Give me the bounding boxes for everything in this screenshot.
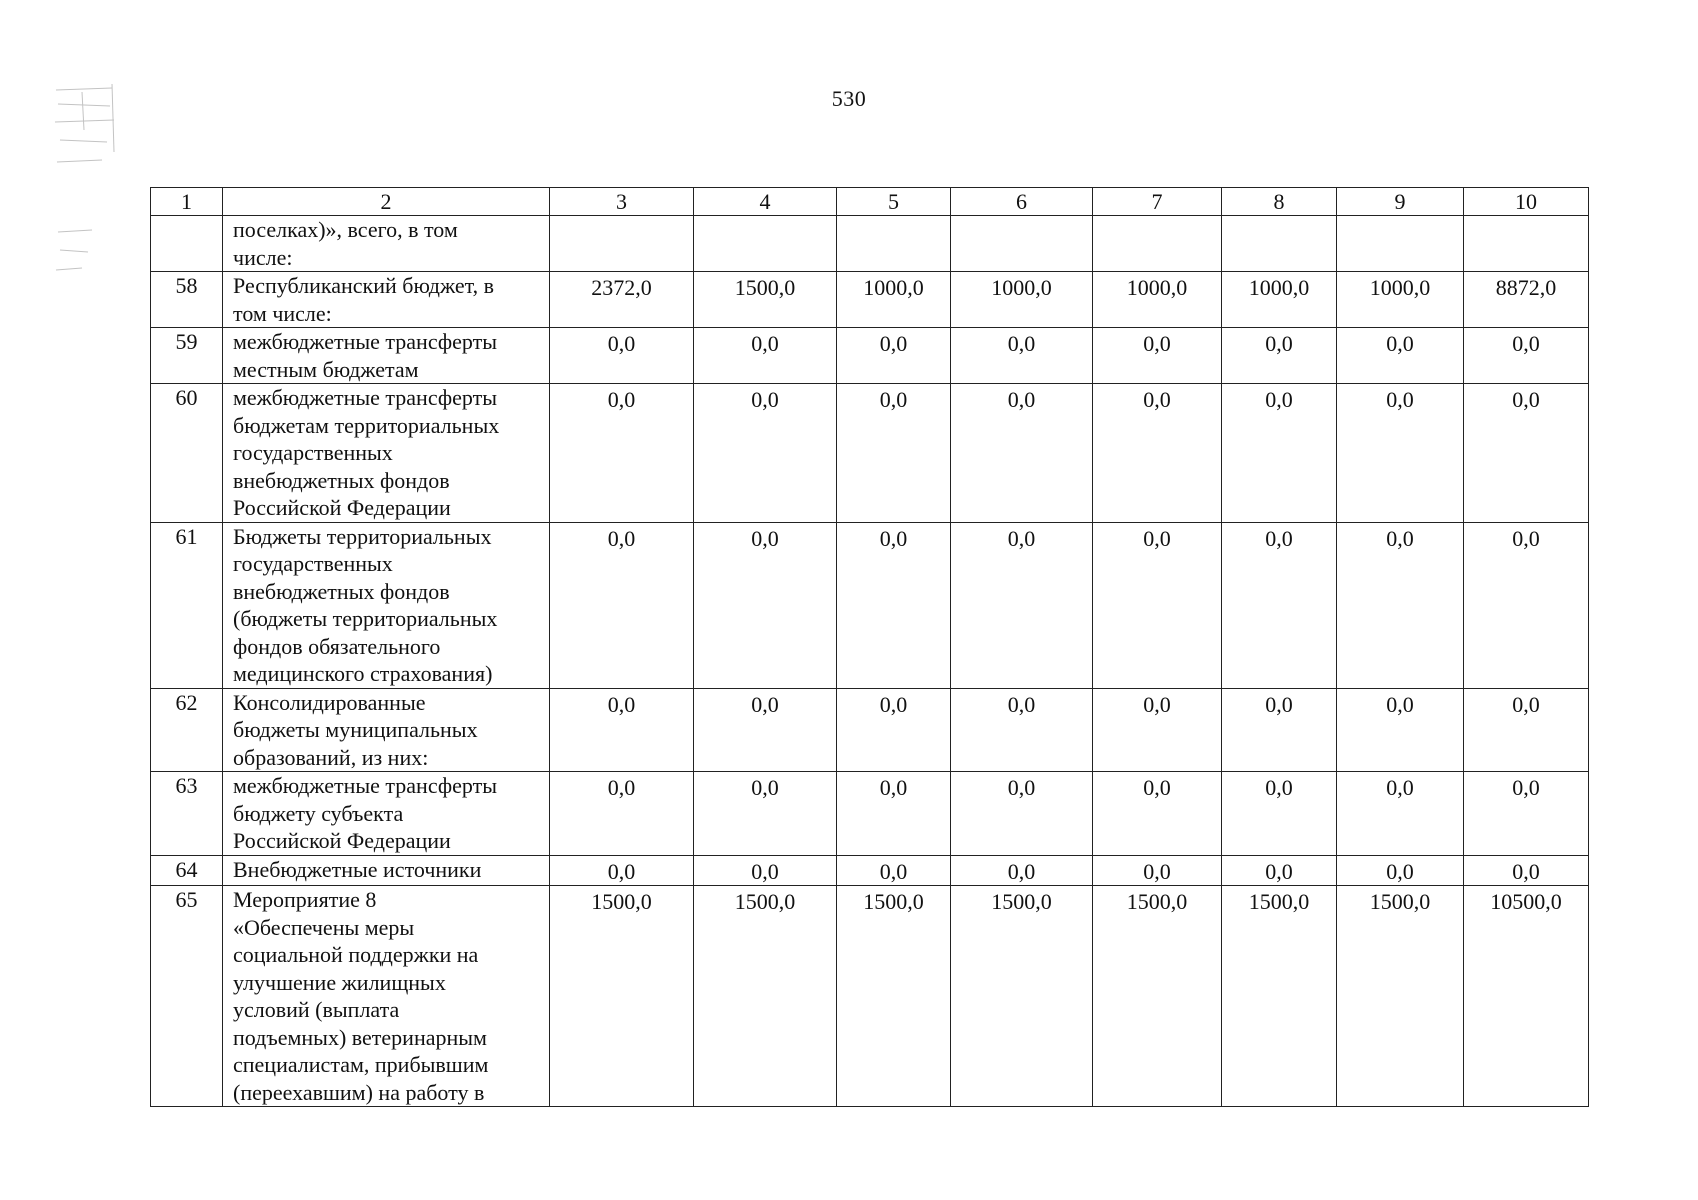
value-cell	[837, 216, 951, 272]
value-cell	[1464, 216, 1589, 272]
row-label-line: условий (выплата	[233, 997, 400, 1022]
row-number: 58	[151, 272, 223, 328]
row-label-line: социальной поддержки на	[233, 942, 479, 967]
table-row	[151, 522, 1589, 688]
row-number: 60	[151, 384, 223, 523]
value-cell: 0,0	[694, 855, 837, 886]
value-cell: 10500,0	[1464, 886, 1589, 1107]
value-cell: 1500,0	[550, 886, 694, 1107]
value-cell: 0,0	[951, 522, 1093, 688]
value-cell: 1000,0	[837, 272, 951, 328]
row-number: 62	[151, 688, 223, 772]
value-cell: 0,0	[1337, 855, 1464, 886]
column-header: 3	[550, 188, 694, 216]
column-header: 9	[1337, 188, 1464, 216]
table-row	[151, 272, 1589, 328]
value-cell: 1500,0	[837, 886, 951, 1107]
value-cell	[951, 216, 1093, 272]
value-cell: 0,0	[1464, 328, 1589, 384]
value-cell: 0,0	[1464, 384, 1589, 523]
row-number: 63	[151, 772, 223, 856]
value-cell: 0,0	[550, 328, 694, 384]
value-cell: 0,0	[1464, 688, 1589, 772]
value-cell: 0,0	[694, 772, 837, 856]
row-label-line: фондов обязательного	[233, 633, 441, 659]
value-cell: 1500,0	[1222, 886, 1337, 1107]
value-cell: 0,0	[1337, 384, 1464, 523]
value-cell: 0,0	[1464, 772, 1589, 856]
value-cell	[1093, 216, 1222, 272]
row-label-line: бюджеты муниципальных	[233, 717, 478, 742]
budget-table	[150, 187, 1589, 1107]
row-label-line: Республиканский бюджет, в	[233, 273, 495, 298]
value-cell: 1500,0	[1337, 886, 1464, 1107]
column-header: 10	[1464, 188, 1589, 216]
row-label-line: государственных	[233, 440, 393, 465]
table-row	[151, 328, 1589, 384]
row-label-line: Внебюджетные источники	[233, 856, 482, 882]
row-label	[223, 855, 550, 886]
row-number	[151, 216, 223, 272]
row-label-line: межбюджетные трансферты	[233, 385, 497, 410]
row-label-line: межбюджетные трансферты	[233, 773, 497, 798]
value-cell: 0,0	[1093, 384, 1222, 523]
row-label-line: образований, из них:	[233, 744, 429, 770]
table-row	[151, 855, 1589, 886]
row-label-line: (переехавшим) на работу в	[233, 1079, 485, 1105]
row-label-line: бюджету субъекта	[233, 800, 404, 826]
row-label-line: местным бюджетам	[233, 356, 419, 382]
row-number: 64	[151, 855, 223, 886]
value-cell	[1222, 216, 1337, 272]
value-cell: 1500,0	[951, 886, 1093, 1107]
column-header: 8	[1222, 188, 1337, 216]
row-label-line: бюджетам территориальных	[233, 412, 500, 438]
value-cell: 0,0	[1093, 522, 1222, 688]
value-cell: 0,0	[1222, 328, 1337, 384]
value-cell: 2372,0	[550, 272, 694, 328]
row-label-line: подъемных) ветеринарным	[233, 1024, 487, 1050]
value-cell: 0,0	[1093, 328, 1222, 384]
column-header: 2	[223, 188, 550, 216]
row-label-line: «Обеспечены меры	[233, 914, 415, 940]
value-cell: 0,0	[1337, 328, 1464, 384]
row-label	[223, 216, 550, 272]
value-cell: 1000,0	[1337, 272, 1464, 328]
table-row	[151, 216, 1589, 272]
column-header: 1	[151, 188, 223, 216]
row-label	[223, 522, 550, 688]
value-cell: 0,0	[837, 328, 951, 384]
row-label	[223, 772, 550, 856]
value-cell: 0,0	[1337, 522, 1464, 688]
page-number: 530	[831, 86, 867, 111]
value-cell: 0,0	[550, 688, 694, 772]
value-cell: 0,0	[1222, 522, 1337, 688]
row-label-line: внебюджетных фондов	[233, 467, 450, 493]
row-label-line: государственных	[233, 551, 393, 576]
value-cell: 0,0	[694, 522, 837, 688]
row-label-line: поселках)», всего, в том	[233, 217, 458, 242]
column-header: 7	[1093, 188, 1222, 216]
value-cell: 0,0	[550, 522, 694, 688]
value-cell: 1500,0	[1093, 886, 1222, 1107]
value-cell: 1000,0	[1093, 272, 1222, 328]
value-cell: 0,0	[951, 384, 1093, 523]
value-cell: 0,0	[550, 384, 694, 523]
value-cell: 0,0	[1337, 772, 1464, 856]
value-cell: 0,0	[1337, 688, 1464, 772]
value-cell: 0,0	[837, 855, 951, 886]
row-number: 59	[151, 328, 223, 384]
row-label-line: (бюджеты территориальных	[233, 606, 498, 631]
value-cell: 0,0	[1222, 855, 1337, 886]
value-cell	[1337, 216, 1464, 272]
value-cell: 0,0	[951, 688, 1093, 772]
table-row	[151, 886, 1589, 1107]
value-cell: 0,0	[951, 772, 1093, 856]
table-row	[151, 772, 1589, 856]
row-label-line: внебюджетных фондов	[233, 578, 450, 604]
value-cell: 0,0	[1464, 522, 1589, 688]
row-label-line: Мероприятие 8	[233, 887, 377, 912]
row-label-line: Консолидированные	[233, 689, 426, 715]
row-number: 61	[151, 522, 223, 688]
row-label-line: том числе:	[233, 300, 332, 326]
value-cell: 1500,0	[694, 886, 837, 1107]
value-cell: 0,0	[837, 522, 951, 688]
value-cell: 8872,0	[1464, 272, 1589, 328]
row-label-line: межбюджетные трансферты	[233, 329, 497, 354]
table-row	[151, 688, 1589, 772]
table-header-row	[151, 188, 1589, 216]
value-cell: 1500,0	[694, 272, 837, 328]
row-label	[223, 886, 550, 1107]
value-cell: 0,0	[1222, 688, 1337, 772]
row-label-line: специалистам, прибывшим	[233, 1052, 489, 1077]
value-cell: 0,0	[1222, 384, 1337, 523]
row-label-line: числе:	[233, 244, 293, 270]
value-cell: 0,0	[951, 328, 1093, 384]
value-cell: 0,0	[837, 384, 951, 523]
row-label-line: медицинского страхования)	[233, 661, 493, 686]
value-cell: 0,0	[694, 328, 837, 384]
value-cell: 0,0	[550, 772, 694, 856]
row-label-line: Бюджеты территориальных	[233, 523, 492, 549]
value-cell: 0,0	[694, 384, 837, 523]
value-cell	[550, 216, 694, 272]
scan-stamp-artifact	[52, 82, 122, 292]
column-header: 6	[951, 188, 1093, 216]
column-header: 5	[837, 188, 951, 216]
row-label	[223, 272, 550, 328]
table-row	[151, 384, 1589, 523]
row-label-line: улучшение жилищных	[233, 969, 446, 995]
row-label	[223, 688, 550, 772]
value-cell	[694, 216, 837, 272]
value-cell: 0,0	[550, 855, 694, 886]
value-cell: 1000,0	[1222, 272, 1337, 328]
value-cell: 0,0	[1093, 772, 1222, 856]
value-cell: 0,0	[837, 772, 951, 856]
row-label	[223, 384, 550, 523]
value-cell: 0,0	[694, 688, 837, 772]
row-label-line: Российской Федерации	[233, 828, 451, 853]
value-cell: 0,0	[1464, 855, 1589, 886]
value-cell: 0,0	[1093, 855, 1222, 886]
row-label	[223, 328, 550, 384]
column-header: 4	[694, 188, 837, 216]
value-cell: 0,0	[1222, 772, 1337, 856]
row-number: 65	[151, 886, 223, 1107]
row-label-line: Российской Федерации	[233, 495, 451, 520]
value-cell: 1000,0	[951, 272, 1093, 328]
value-cell: 0,0	[837, 688, 951, 772]
value-cell: 0,0	[951, 855, 1093, 886]
value-cell: 0,0	[1093, 688, 1222, 772]
